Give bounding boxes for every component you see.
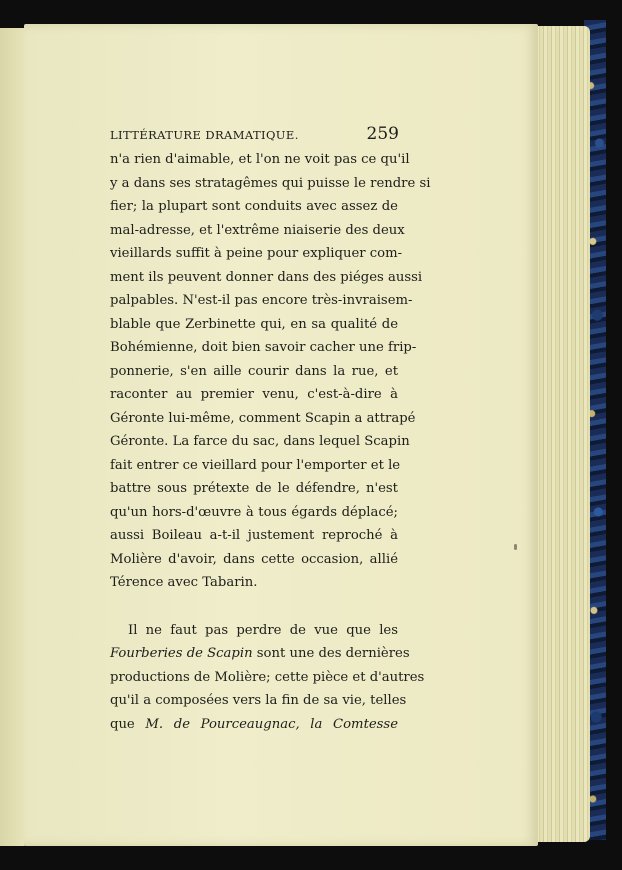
text-line <box>110 713 398 737</box>
page-text <box>110 124 431 736</box>
text-line: ponnerie, s'en aille courir dans la rue, et <box>110 363 398 379</box>
text-line <box>110 642 410 666</box>
facing-page-edge <box>0 28 25 846</box>
text-line: Il ne faut pas perdre de vue que les <box>128 622 398 638</box>
text-line: fier; la plupart sont conduits avec assez de <box>110 199 398 214</box>
text-line: Térence avec Tabarin. <box>110 575 258 590</box>
text-line: ment ils peuvent donner dans des piéges aussi <box>110 269 423 285</box>
text-line: productions de Molière; cette pièce et d'autres <box>110 669 425 685</box>
ink-speck <box>514 544 517 550</box>
text-line: battre sous prétexte de le défendre, n'est <box>110 481 398 496</box>
text-line: qu'un hors-d'œuvre à tous égards déplacé; <box>110 504 398 520</box>
text-line: mal-adresse, et l'extrême niaiserie des deux <box>110 222 405 238</box>
text-line: n'a rien d'aimable, et l'on ne voit pas ce qu'il <box>110 152 410 167</box>
page-edges <box>532 26 590 842</box>
text-line: Molière d'avoir, dans cette occasion, allié <box>110 551 398 567</box>
text-line: blable que Zerbinette qui, en sa qualité de <box>110 316 398 332</box>
italic-title: M. de Pourceaugnac, la Comtesse <box>145 716 399 732</box>
text-line: y a dans ses stratagêmes qui puisse le rendre si <box>110 175 431 191</box>
text-line: raconter au premier venu, c'est-à-dire à <box>110 387 398 402</box>
text-line: Bohémienne, doit bien savoir cacher une frip- <box>110 340 417 355</box>
running-head <box>110 124 398 144</box>
text-line: Géronte. La farce du sac, dans lequel Scapin <box>110 434 410 449</box>
text-line: vieillards suffit à peine pour expliquer com- <box>110 246 403 261</box>
text-line: palpables. N'est-il pas encore très-invraisem- <box>110 293 413 308</box>
text-line: fait entrer ce vieillard pour l'emporter et le <box>110 457 401 473</box>
italic-title: Fourberies de Scapin <box>110 646 253 661</box>
text-line: qu'il a composées vers la fin de sa vie, telles <box>110 693 407 708</box>
text-line: aussi Boileau a-t-il justement reproché à <box>110 528 398 543</box>
text-span: que <box>110 716 146 732</box>
paragraph-2 <box>110 619 425 737</box>
text-line: Géronte lui-même, comment Scapin a attrapé <box>110 410 416 426</box>
book-page <box>24 24 538 846</box>
page-number: 259 <box>366 124 399 144</box>
running-head-title: LITTÉRATURE DRAMATIQUE. <box>110 128 299 142</box>
paragraph-gap <box>110 595 398 619</box>
paragraph-1 <box>110 148 431 595</box>
text-span: sont une des dernières <box>252 646 410 661</box>
